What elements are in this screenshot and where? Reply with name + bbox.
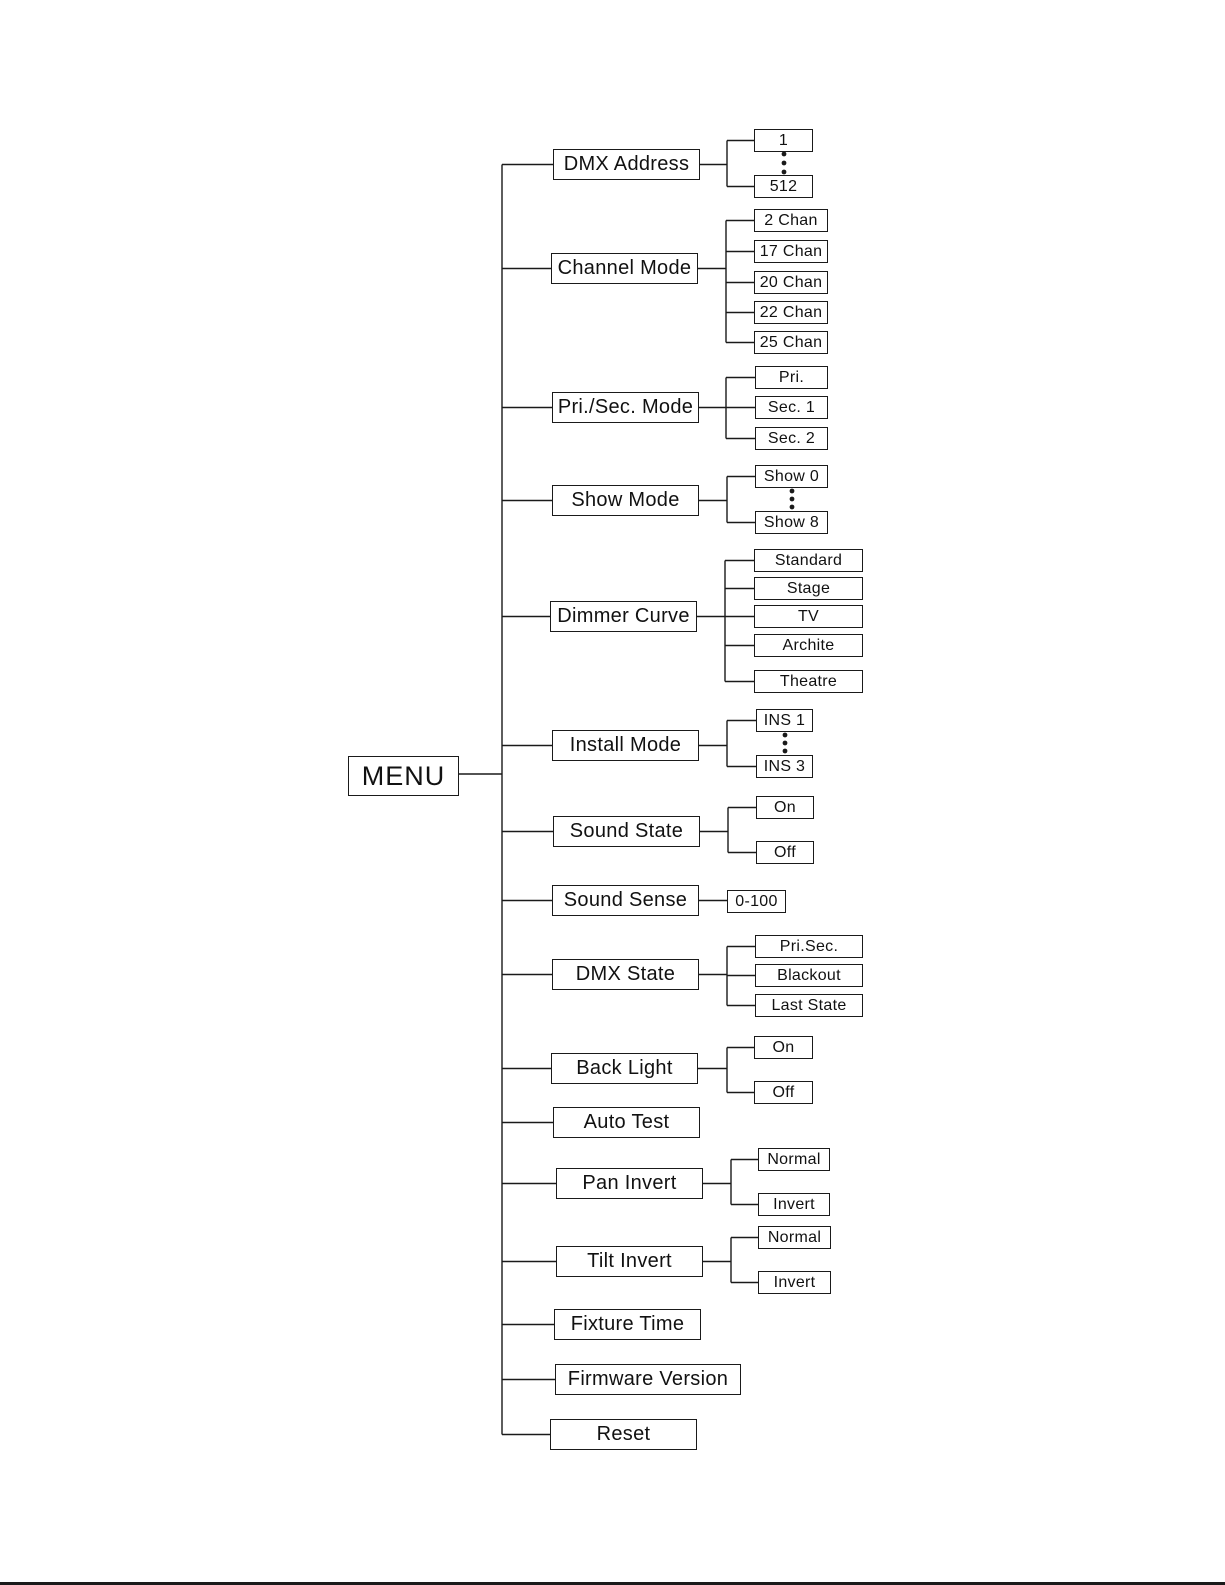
menu-item-firmware-version: Firmware Version xyxy=(555,1364,741,1395)
ellipsis-dot xyxy=(790,497,795,502)
option-channel-mode-2-chan: 2 Chan xyxy=(754,209,828,232)
menu-item-dmx-address: DMX Address xyxy=(553,149,700,180)
option-tilt-invert-invert: Invert xyxy=(758,1271,831,1294)
menu-item-dmx-state: DMX State xyxy=(552,959,699,990)
ellipsis-dot xyxy=(782,161,787,166)
option-back-light-on: On xyxy=(754,1036,813,1059)
menu-item-sound-sense: Sound Sense xyxy=(552,885,699,916)
option-pan-invert-invert: Invert xyxy=(758,1193,830,1216)
menu-item-auto-test: Auto Test xyxy=(553,1107,700,1138)
menu-item-sound-state: Sound State xyxy=(553,816,700,847)
option-dimmer-curve-theatre: Theatre xyxy=(754,670,863,693)
ellipsis-dot xyxy=(782,152,787,157)
option-channel-mode-20-chan: 20 Chan xyxy=(754,271,828,294)
option-dimmer-curve-tv: TV xyxy=(754,605,863,628)
option-install-mode-ins-3: INS 3 xyxy=(756,755,813,778)
option-channel-mode-17-chan: 17 Chan xyxy=(754,240,828,263)
option-install-mode-ins-1: INS 1 xyxy=(756,709,813,732)
menu-item-tilt-invert: Tilt Invert xyxy=(556,1246,703,1277)
option-dmx-state-last-state: Last State xyxy=(755,994,863,1017)
ellipsis-dot xyxy=(790,505,795,510)
ellipsis-dot xyxy=(790,489,795,494)
menu-item-back-light: Back Light xyxy=(551,1053,698,1084)
menu-item-pan-invert: Pan Invert xyxy=(556,1168,703,1199)
menu-item-install-mode: Install Mode xyxy=(552,730,699,761)
option-back-light-off: Off xyxy=(754,1081,813,1104)
menu-item-reset: Reset xyxy=(550,1419,697,1450)
option-dmx-address-1: 1 xyxy=(754,129,813,152)
option-dimmer-curve-stage: Stage xyxy=(754,577,863,600)
option-pri-sec-mode-sec-1: Sec. 1 xyxy=(755,396,828,419)
option-tilt-invert-normal: Normal xyxy=(758,1226,831,1249)
menu-root: MENU xyxy=(348,756,459,796)
menu-item-dimmer-curve: Dimmer Curve xyxy=(550,601,697,632)
option-dmx-state-pri-sec: Pri.Sec. xyxy=(755,935,863,958)
ellipsis-dot xyxy=(782,170,787,175)
option-pri-sec-mode-sec-2: Sec. 2 xyxy=(755,427,828,450)
option-sound-state-on: On xyxy=(756,796,814,819)
ellipsis-dot xyxy=(783,749,788,754)
option-sound-sense-0-100: 0-100 xyxy=(727,890,786,913)
option-dimmer-curve-standard: Standard xyxy=(754,549,863,572)
option-show-mode-show-8: Show 8 xyxy=(755,511,828,534)
menu-item-channel-mode: Channel Mode xyxy=(551,253,698,284)
ellipsis-dot xyxy=(783,733,788,738)
option-sound-state-off: Off xyxy=(756,841,814,864)
option-channel-mode-25-chan: 25 Chan xyxy=(754,331,828,354)
option-dimmer-curve-archite: Archite xyxy=(754,634,863,657)
option-pan-invert-normal: Normal xyxy=(758,1148,830,1171)
option-channel-mode-22-chan: 22 Chan xyxy=(754,301,828,324)
option-pri-sec-mode-pri: Pri. xyxy=(755,366,828,389)
menu-item-fixture-time: Fixture Time xyxy=(554,1309,701,1340)
ellipsis-dot xyxy=(783,741,788,746)
menu-item-show-mode: Show Mode xyxy=(552,485,699,516)
option-dmx-address-512: 512 xyxy=(754,175,813,198)
option-dmx-state-blackout: Blackout xyxy=(755,964,863,987)
option-show-mode-show-0: Show 0 xyxy=(755,465,828,488)
menu-item-pri-sec-mode: Pri./Sec. Mode xyxy=(552,392,699,423)
